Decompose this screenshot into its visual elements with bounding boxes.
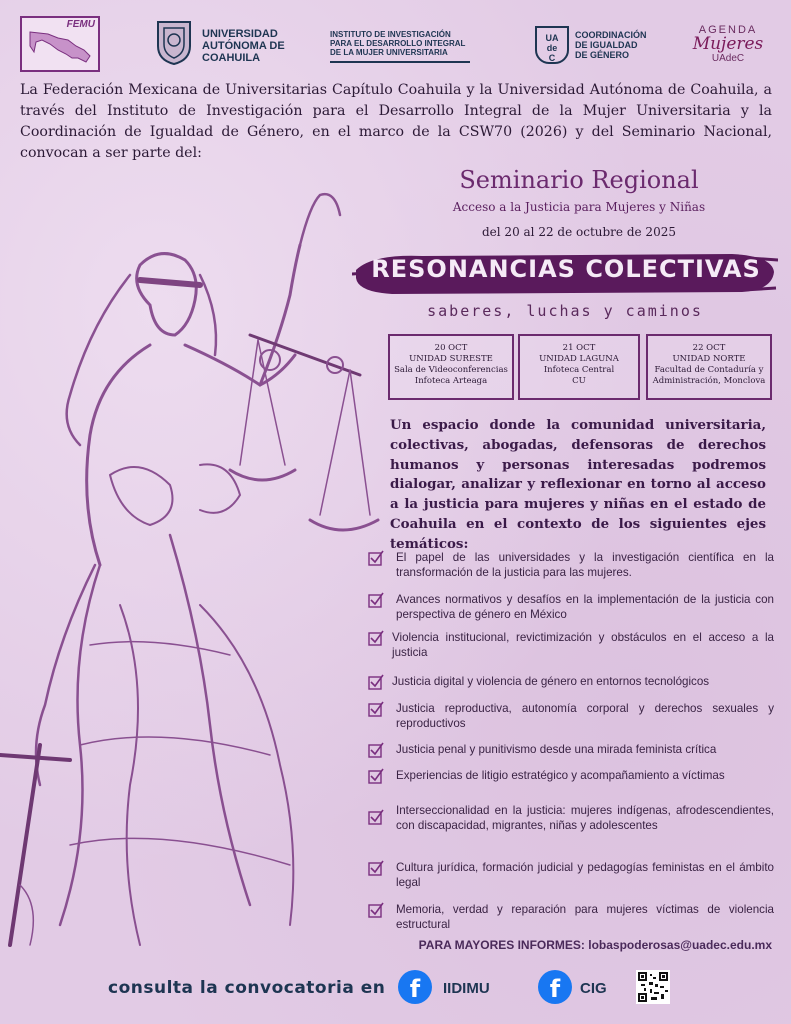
cig-line-2: DE IGUALDAD	[575, 40, 638, 50]
event-dates: del 20 al 22 de octubre de 2025	[482, 225, 676, 239]
venue-card	[646, 334, 772, 400]
consulta-label: consulta la convocatoria en	[108, 978, 386, 998]
uadec-name	[202, 28, 294, 64]
cig-mark-line-1: UA	[545, 33, 559, 43]
facebook-icon[interactable]: f	[398, 970, 432, 1004]
logo-bar	[20, 14, 776, 76]
topic-item	[368, 550, 774, 582]
topic-item	[368, 701, 774, 733]
uadec-line-3: COAHUILA	[202, 52, 261, 64]
venue-list	[388, 334, 772, 402]
agenda-line-2: Mujeres	[692, 34, 764, 54]
checkbox-icon	[368, 550, 384, 566]
topic-item	[368, 768, 774, 800]
topic-text: Violencia institucional, revictimización y obstáculos en el acceso a la justicia	[392, 631, 774, 659]
agenda-mujeres-logo	[680, 14, 776, 74]
iidimu-line-2: PARA EL DESARROLLO INTEGRAL	[330, 39, 466, 48]
femu-logo	[20, 16, 100, 72]
checkbox-icon	[368, 860, 384, 876]
venue-unit: UNIDAD LAGUNA	[539, 354, 619, 364]
checkbox-icon	[368, 592, 384, 608]
venue-place: Infoteca Arteaga	[414, 376, 488, 386]
cig-line-1: COORDINACIÓN	[575, 30, 647, 40]
footer	[0, 968, 791, 1012]
venue-place: Administración, Monclova	[652, 376, 766, 386]
facebook-icon[interactable]: f	[538, 970, 572, 1004]
venue-place: CU	[572, 376, 586, 386]
uadec-logo	[154, 14, 294, 74]
iidimu-underline	[330, 61, 470, 63]
topic-item	[368, 742, 774, 760]
venue-place: Facultad de Contaduría y	[654, 365, 764, 375]
iidimu-line-3: DE LA MUJER UNIVERSITARIA	[330, 48, 448, 57]
lady-justice-illustration	[0, 185, 380, 965]
event-title: Seminario Regional	[459, 166, 699, 194]
venue-place: Sala de Videoconferencias	[394, 365, 508, 375]
contact-info: PARA MAYORES INFORMES: lobaspoderosas@uadec.edu.mx	[418, 938, 772, 952]
topic-text: Interseccionalidad en la justicia: mujeres indígenas, afrodescendientes, con discapacidad, migrantes, niñas y adolescentes	[396, 804, 774, 832]
cig-mark	[535, 26, 569, 64]
facebook-link-iidimu[interactable]: IIDIMU	[443, 980, 490, 997]
topic-text: El papel de las universidades y la investigación científica en la transformación de la justicia para las mujeres.	[396, 551, 774, 579]
iidimu-name	[330, 30, 480, 57]
agenda-line-3: UAdeC	[711, 53, 745, 64]
femu-logo-text: FEMU	[66, 19, 95, 30]
checkbox-icon	[368, 742, 384, 758]
iidimu-logo	[330, 14, 480, 74]
banner-title: RESONANCIAS COLECTIVAS	[371, 255, 761, 283]
venue-date: 20 OCT	[434, 343, 468, 353]
banner-tagline: saberes, luchas y caminos	[427, 302, 703, 320]
mexico-map-icon	[28, 28, 94, 68]
checkbox-icon	[368, 809, 384, 825]
event-subtitle: Acceso a la Justicia para Mujeres y Niñas	[452, 200, 706, 214]
topic-item	[368, 592, 774, 624]
checkbox-icon	[368, 701, 384, 717]
uadec-line-1: UNIVERSIDAD	[202, 28, 278, 40]
event-description: Un espacio donde la comunidad universitaria, colectivas, abogadas, defensoras de derechos humanos y personas interesadas podremos dialogar, analizar y reflexionar en torno al acceso a la justicia para mujeres y niñas en el estado de Coahuila en el contexto de los siguientes ejes temáticos:	[390, 417, 766, 552]
venue-unit: UNIDAD SURESTE	[409, 354, 493, 364]
venue-date: 21 OCT	[562, 343, 596, 353]
checkbox-icon	[368, 768, 384, 784]
topic-item	[368, 803, 774, 851]
venue-card	[518, 334, 640, 400]
venue-card	[388, 334, 514, 400]
uadec-line-2: AUTÓNOMA DE	[202, 40, 285, 52]
intro-paragraph: La Federación Mexicana de Universitarias Capítulo Coahuila y la Universidad Autónoma de Coahuila, a través del Instituto de Investigación para el Desarrollo Integral de la Mujer Universitaria y la Coordinación de Igualdad de Género, en el marco de la CSW70 (2026) y del Seminario Nacional, convocan a ser parte del:	[20, 82, 772, 161]
topic-item	[368, 674, 774, 692]
facebook-link-cig[interactable]: CIG	[580, 980, 607, 997]
venue-date: 22 OCT	[692, 343, 726, 353]
qr-code-icon[interactable]	[636, 970, 670, 1004]
checkbox-icon	[368, 674, 384, 690]
topic-text: Justicia reproductiva, autonomía corporal y derechos sexuales y reproductivos	[396, 702, 774, 730]
topic-text: Avances normativos y desafíos en la implementación de la justicia con perspectiva de género en México	[396, 593, 774, 621]
topic-text: Justicia penal y punitivismo desde una mirada feminista crítica	[396, 743, 717, 756]
venue-unit: UNIDAD NORTE	[672, 354, 746, 364]
checkbox-icon	[368, 630, 384, 646]
cig-mark-line-2: de	[546, 43, 558, 53]
checkbox-icon	[368, 902, 384, 918]
venue-place: Infoteca Central	[543, 365, 615, 375]
topic-text: Cultura jurídica, formación judicial y pedagogías feministas en el ámbito legal	[396, 861, 774, 889]
cig-mark-line-3: C	[548, 53, 556, 63]
topic-text: Justicia digital y violencia de género en entornos tecnológicos	[392, 675, 710, 688]
iidimu-line-1: INSTITUTO DE INVESTIGACIÓN	[330, 30, 451, 39]
topic-text: Experiencias de litigio estratégico y acompañamiento a víctimas	[396, 769, 725, 782]
cig-line-3: DE GÉNERO	[575, 50, 630, 60]
topic-text: Memoria, verdad y reparación para mujeres víctimas de violencia estructural	[396, 903, 774, 931]
agenda-line-1: AGENDA	[698, 24, 758, 36]
cig-name	[575, 30, 665, 60]
topic-item	[368, 902, 774, 934]
topic-item	[368, 860, 774, 892]
cig-logo	[535, 14, 660, 74]
university-shield-icon	[154, 18, 194, 66]
topic-item	[368, 630, 774, 662]
